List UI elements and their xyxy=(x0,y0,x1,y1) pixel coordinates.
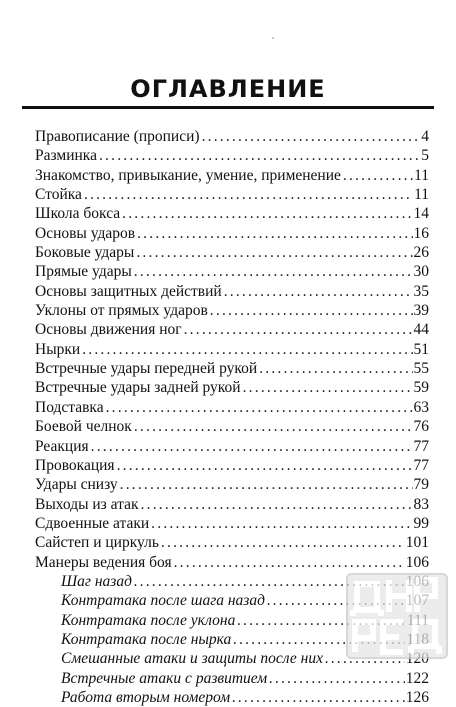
toc-leader-dots xyxy=(161,533,405,552)
toc-entry xyxy=(35,340,429,359)
toc-entry-label: Боковые удары xyxy=(35,244,135,262)
toc-entry xyxy=(35,475,429,494)
toc-entry-label: Встречные удары задней рукой xyxy=(35,379,241,397)
toc-leader-dots xyxy=(137,224,412,243)
toc-entry-page: 4 xyxy=(421,128,429,145)
toc-entry-page: 55 xyxy=(413,360,429,378)
toc-entry-label: Смешанные атаки и защиты после них xyxy=(61,650,323,668)
toc-leader-dots xyxy=(106,398,413,417)
toc-leader-dots xyxy=(269,669,405,688)
toc-entry xyxy=(35,282,429,301)
toc-entry-label: Сайстеп и циркуль xyxy=(35,534,159,552)
toc-leader-dots xyxy=(99,146,420,165)
toc-leader-dots xyxy=(84,185,413,204)
toc-entry xyxy=(35,359,429,378)
watermark-logo xyxy=(345,572,449,660)
toc-entry-page: 106 xyxy=(405,553,429,571)
toc-entry-label: Нырки xyxy=(35,340,81,358)
toc-entry-label: Выходы из атак xyxy=(35,495,139,513)
toc-leader-dots xyxy=(232,688,405,707)
toc-entry xyxy=(35,185,429,204)
toc-leader-dots xyxy=(243,378,413,397)
toc-entry-label: Боевой челнок xyxy=(35,418,132,436)
toc-entry xyxy=(35,456,429,475)
toc-entry xyxy=(35,437,429,456)
toc-subentry xyxy=(35,669,429,688)
toc-leader-dots xyxy=(184,320,413,339)
toc-leader-dots xyxy=(120,475,413,494)
toc-entry-label: Основы защитных действий xyxy=(35,282,222,300)
toc-entry xyxy=(35,146,429,165)
toc-entry-label: Прямые удары xyxy=(35,263,132,281)
toc-leader-dots xyxy=(151,514,412,533)
toc-entry-label: Удары снизу xyxy=(35,476,118,494)
toc-leader-dots xyxy=(134,417,413,436)
toc-entry xyxy=(35,514,429,533)
toc-leader-dots xyxy=(202,127,421,146)
toc-entry-page: 5 xyxy=(421,147,429,165)
toc-entry-label: Манеры ведения боя xyxy=(35,553,172,571)
toc-entry xyxy=(35,533,429,552)
toc-entry-page: 101 xyxy=(405,534,429,552)
toc-leader-dots xyxy=(134,262,413,281)
toc-entry-page: 30 xyxy=(413,263,429,281)
toc-entry-page: 76 xyxy=(413,418,429,436)
toc-entry-page: 39 xyxy=(413,302,429,320)
toc-subentry xyxy=(35,688,429,707)
toc-leader-dots xyxy=(141,495,413,514)
toc-entry-label: Работа вторым номером xyxy=(61,688,231,706)
toc-entry xyxy=(35,417,429,436)
toc-entry-page: 63 xyxy=(413,398,429,416)
toc-entry-label: Стойка xyxy=(35,186,82,204)
toc-entry-label: Встречные удары передней рукой xyxy=(35,360,258,378)
toc-entry xyxy=(35,320,429,339)
toc-entry-label: Подставка xyxy=(35,398,104,416)
toc-entry-page: 44 xyxy=(413,321,429,339)
toc-entry-label: Провокация xyxy=(35,456,115,474)
toc-entry-label: Контратака после шага назад xyxy=(61,592,265,610)
watermark-logo-icon xyxy=(345,572,449,660)
toc-leader-dots xyxy=(82,340,412,359)
toc-entry-page: 59 xyxy=(413,379,429,397)
toc-entry xyxy=(35,398,429,417)
toc-entry-label: Школа бокса xyxy=(35,205,121,223)
toc-entry-label: Знакомство, привыкание, умение, применение xyxy=(35,166,341,184)
toc-leader-dots xyxy=(136,243,412,262)
toc-entry-label: Правописание (прописи) xyxy=(35,128,200,145)
toc-entry-label: Реакция xyxy=(35,437,89,455)
toc-leader-dots xyxy=(122,204,412,223)
toc-entry-label: Контратака после нырка xyxy=(61,630,232,648)
toc-entry-page: 122 xyxy=(405,669,429,687)
toc-leader-dots xyxy=(343,166,413,185)
toc-entry xyxy=(35,243,429,262)
toc-entry-page: 99 xyxy=(413,514,429,532)
toc-entry xyxy=(35,224,429,243)
toc-leader-dots xyxy=(174,553,405,572)
toc-entry-page: 11 xyxy=(414,186,429,204)
toc-entry-page: 11 xyxy=(414,166,429,184)
toc-entry xyxy=(35,301,429,320)
toc-entry-page: 126 xyxy=(405,688,429,706)
toc-entry-page: 35 xyxy=(413,282,429,300)
toc-entry-page: 79 xyxy=(413,476,429,494)
toc-entry xyxy=(35,495,429,514)
page-title: ОГЛАВЛЕНИЕ xyxy=(130,75,326,103)
toc-entry-page: 14 xyxy=(413,205,429,223)
paper-speck xyxy=(272,37,274,39)
toc-entry xyxy=(35,378,429,397)
toc-entry xyxy=(35,553,429,572)
toc-entry xyxy=(35,204,429,223)
toc-entry-label: Сдвоенные атаки xyxy=(35,514,150,532)
toc-entry-label: Контратака после уклона xyxy=(61,611,236,629)
toc-entry-label: Уклоны от прямых ударов xyxy=(35,302,208,320)
toc-entry-page: 51 xyxy=(413,340,429,358)
toc-entry-label: Основы ударов xyxy=(35,224,136,242)
toc-entry-page: 77 xyxy=(413,456,429,474)
toc-leader-dots xyxy=(91,437,413,456)
toc-entry-label: Основы движения ног xyxy=(35,321,182,339)
toc-entry xyxy=(35,262,429,281)
toc-leader-dots xyxy=(224,282,413,301)
toc-leader-dots xyxy=(117,456,413,475)
toc-entry-label: Встречные атаки с развитием xyxy=(61,669,268,687)
title-block xyxy=(22,73,434,109)
toc-entry-label: Разминка xyxy=(35,147,97,165)
toc-entry-page: 26 xyxy=(413,244,429,262)
toc-entry xyxy=(35,127,429,146)
toc-entry-page: 83 xyxy=(413,495,429,513)
toc-leader-dots xyxy=(259,359,412,378)
toc-entry-page: 77 xyxy=(413,437,429,455)
toc-leader-dots xyxy=(210,301,413,320)
toc-entry xyxy=(35,166,429,185)
toc-entry-page: 16 xyxy=(413,224,429,242)
toc-entry-label: Шаг назад xyxy=(61,572,132,590)
